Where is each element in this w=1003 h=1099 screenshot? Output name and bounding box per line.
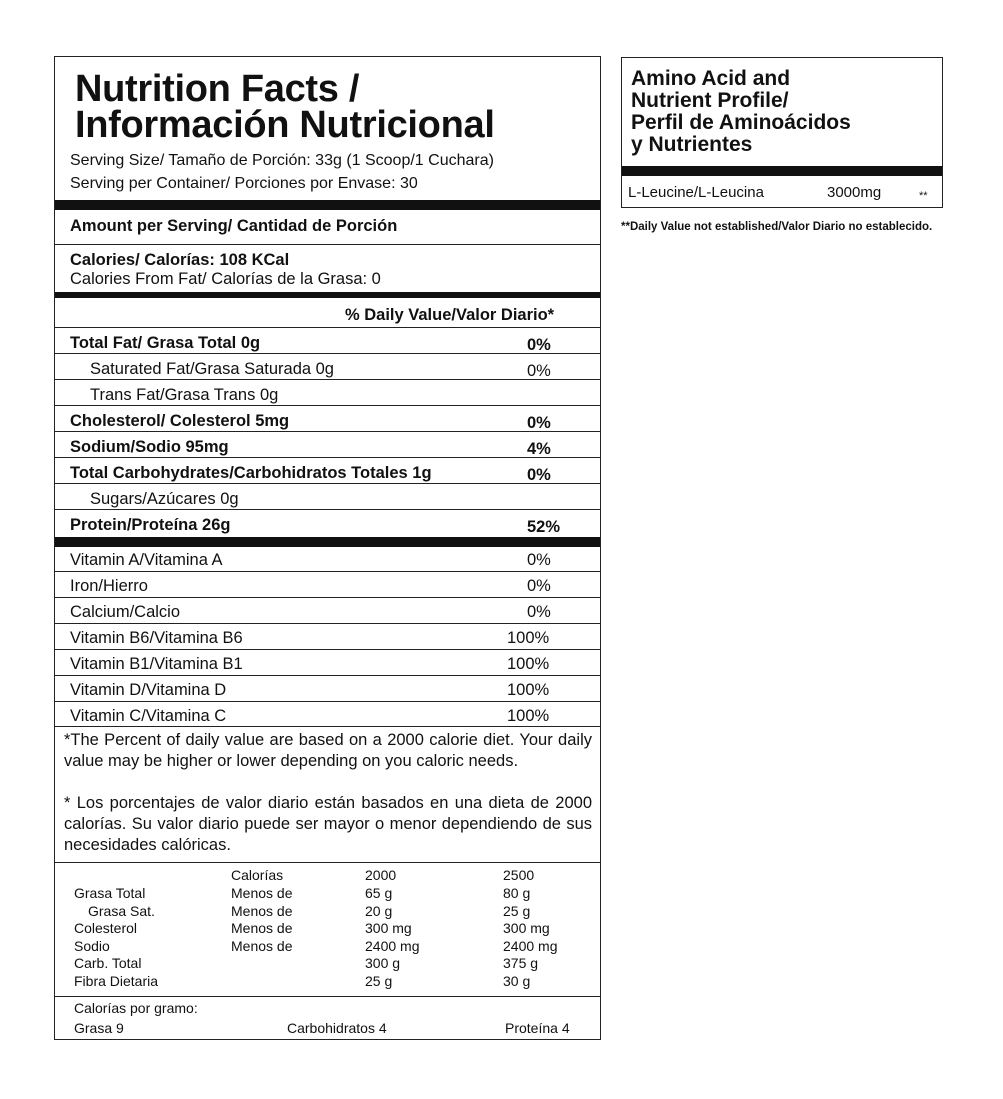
nutrient-sodium: Sodium/Sodio 95mg xyxy=(70,438,229,456)
amino-row-amount: 3000mg xyxy=(827,184,882,201)
divider xyxy=(55,623,600,624)
divider xyxy=(55,571,600,572)
title-line-2: Información Nutricional xyxy=(75,104,495,146)
dv-row-2500: 80 g xyxy=(503,885,531,901)
vitamin-b1-percent: 100% xyxy=(507,655,550,673)
dv-row-2500: 375 g xyxy=(503,955,539,971)
vitamin-b6: Vitamin B6/Vitamina B6 xyxy=(70,629,243,647)
dv-header-2000: 2000 xyxy=(365,867,397,883)
dv-row-2000: 300 mg xyxy=(365,920,412,936)
calcium: Calcium/Calcio xyxy=(70,603,181,621)
dv-row-2000: 65 g xyxy=(365,885,393,901)
divider-thick xyxy=(55,537,600,547)
nutrient-protein-percent: 52% xyxy=(527,518,561,536)
nutrient-total-fat-percent: 0% xyxy=(527,336,551,354)
dv-row-limit: Menos de xyxy=(231,885,293,901)
divider xyxy=(55,649,600,650)
divider xyxy=(55,675,600,676)
dv-row-label: Sodio xyxy=(74,938,110,954)
nutrient-sugars: Sugars/Azúcares 0g xyxy=(90,490,239,508)
dv-header-calories: Calorías xyxy=(231,867,284,883)
nutrient-trans-fat: Trans Fat/Grasa Trans 0g xyxy=(90,386,279,404)
daily-value-header: % Daily Value/Valor Diario* xyxy=(345,306,555,324)
amino-row-dv: ** xyxy=(919,190,928,202)
divider xyxy=(55,327,600,328)
divider xyxy=(55,996,600,997)
vitamin-a-percent: 0% xyxy=(527,551,551,569)
dv-row-2000: 300 g xyxy=(365,955,401,971)
vitamin-d-percent: 100% xyxy=(507,681,550,699)
dv-row-label: Grasa Total xyxy=(74,885,146,901)
divider xyxy=(55,353,600,354)
divider xyxy=(55,457,600,458)
amino-row-label: L-Leucine/L-Leucina xyxy=(628,184,764,201)
nutrition-facts-title xyxy=(75,68,495,146)
vitamin-d: Vitamin D/Vitamina D xyxy=(70,681,227,699)
dv-row-label: Colesterol xyxy=(74,920,138,936)
dv-header-2500: 2500 xyxy=(503,867,535,883)
vitamin-a: Vitamin A/Vitamina A xyxy=(70,551,223,569)
nutrient-carbohydrates: Total Carbohydrates/Carbohidratos Totales 1g xyxy=(70,464,432,482)
dv-row-limit: Menos de xyxy=(231,903,293,919)
amino-daily-value-note: **Daily Value not established/Valor Diario no establecido. xyxy=(621,221,933,233)
vitamin-c: Vitamin C/Vitamina C xyxy=(70,707,227,725)
divider xyxy=(55,726,600,727)
calories-per-gram-protein: Proteína 4 xyxy=(505,1020,570,1036)
divider xyxy=(55,509,600,510)
calories: Calories/ Calorías: 108 KCal xyxy=(70,251,290,269)
nutrition-facts-panel xyxy=(54,56,601,1040)
dv-row-2000: 25 g xyxy=(365,973,393,989)
nutrient-sodium-percent: 4% xyxy=(527,440,551,458)
divider xyxy=(55,431,600,432)
amino-acid-panel xyxy=(621,57,943,208)
dv-row-label: Carb. Total xyxy=(74,955,142,971)
dv-row-2500: 300 mg xyxy=(503,920,550,936)
divider xyxy=(55,483,600,484)
divider xyxy=(55,862,600,863)
divider xyxy=(55,244,600,245)
title-line-1: Nutrition Facts / xyxy=(75,68,360,110)
servings-per-container: Serving per Container/ Porciones por Envase: 30 xyxy=(70,175,418,192)
dv-row-2000: 20 g xyxy=(365,903,393,919)
dv-row-limit: Menos de xyxy=(231,938,293,954)
divider xyxy=(55,597,600,598)
nutrient-carbohydrates-percent: 0% xyxy=(527,466,551,484)
divider xyxy=(55,701,600,702)
dv-row-2500: 25 g xyxy=(503,903,531,919)
vitamin-b1: Vitamin B1/Vitamina B1 xyxy=(70,655,243,673)
nutrient-cholesterol-percent: 0% xyxy=(527,414,551,432)
divider-thick xyxy=(55,292,600,298)
amino-acid-title xyxy=(631,68,851,156)
footnote-spanish: * Los porcentajes de valor diario están basados en una dieta de 2000 calorías. Su valor diario puede ser mayor o menor dependiendo de sus necesidades calóricas. xyxy=(64,794,592,854)
iron-percent: 0% xyxy=(527,577,551,595)
amino-title-line-4: y Nutrientes xyxy=(631,133,753,156)
nutrient-saturated-fat: Saturated Fat/Grasa Saturada 0g xyxy=(90,360,334,378)
dv-row-label: Grasa Sat. xyxy=(88,903,155,919)
divider xyxy=(55,379,600,380)
calories-per-gram-label: Calorías por gramo: xyxy=(74,1000,198,1016)
calcium-percent: 0% xyxy=(527,603,551,621)
iron: Iron/Hierro xyxy=(70,577,148,595)
footnote-english: *The Percent of daily value are based on a 2000 calorie diet. Your daily value may be higher or lower depending on you caloric needs. xyxy=(64,731,592,770)
serving-size: Serving Size/ Tamaño de Porción: 33g (1 Scoop/1 Cuchara) xyxy=(70,152,494,169)
dv-row-2500: 2400 mg xyxy=(503,938,558,954)
divider-thick xyxy=(55,200,600,210)
dv-row-2500: 30 g xyxy=(503,973,531,989)
divider xyxy=(55,405,600,406)
calories-per-gram-fat: Grasa 9 xyxy=(74,1020,124,1036)
dv-row-2000: 2400 mg xyxy=(365,938,420,954)
amino-title-line-2: Nutrient Profile/ xyxy=(631,89,789,112)
vitamin-b6-percent: 100% xyxy=(507,629,550,647)
calories-from-fat: Calories From Fat/ Calorías de la Grasa: 0 xyxy=(70,270,381,288)
nutrient-total-fat: Total Fat/ Grasa Total 0g xyxy=(70,334,261,352)
calories-per-gram-carbs: Carbohidratos 4 xyxy=(287,1020,387,1036)
amino-title-line-3: Perfil de Aminoácidos xyxy=(631,111,851,134)
dv-row-limit: Menos de xyxy=(231,920,293,936)
dv-row-label: Fibra Dietaria xyxy=(74,973,159,989)
nutrient-cholesterol: Cholesterol/ Colesterol 5mg xyxy=(70,412,290,430)
amino-title-line-1: Amino Acid and xyxy=(631,67,791,90)
vitamin-c-percent: 100% xyxy=(507,707,550,725)
divider-thick xyxy=(622,166,942,176)
amount-per-serving: Amount per Serving/ Cantidad de Porción xyxy=(70,217,398,235)
nutrient-protein: Protein/Proteína 26g xyxy=(70,516,231,534)
nutrient-saturated-fat-percent: 0% xyxy=(527,362,551,380)
